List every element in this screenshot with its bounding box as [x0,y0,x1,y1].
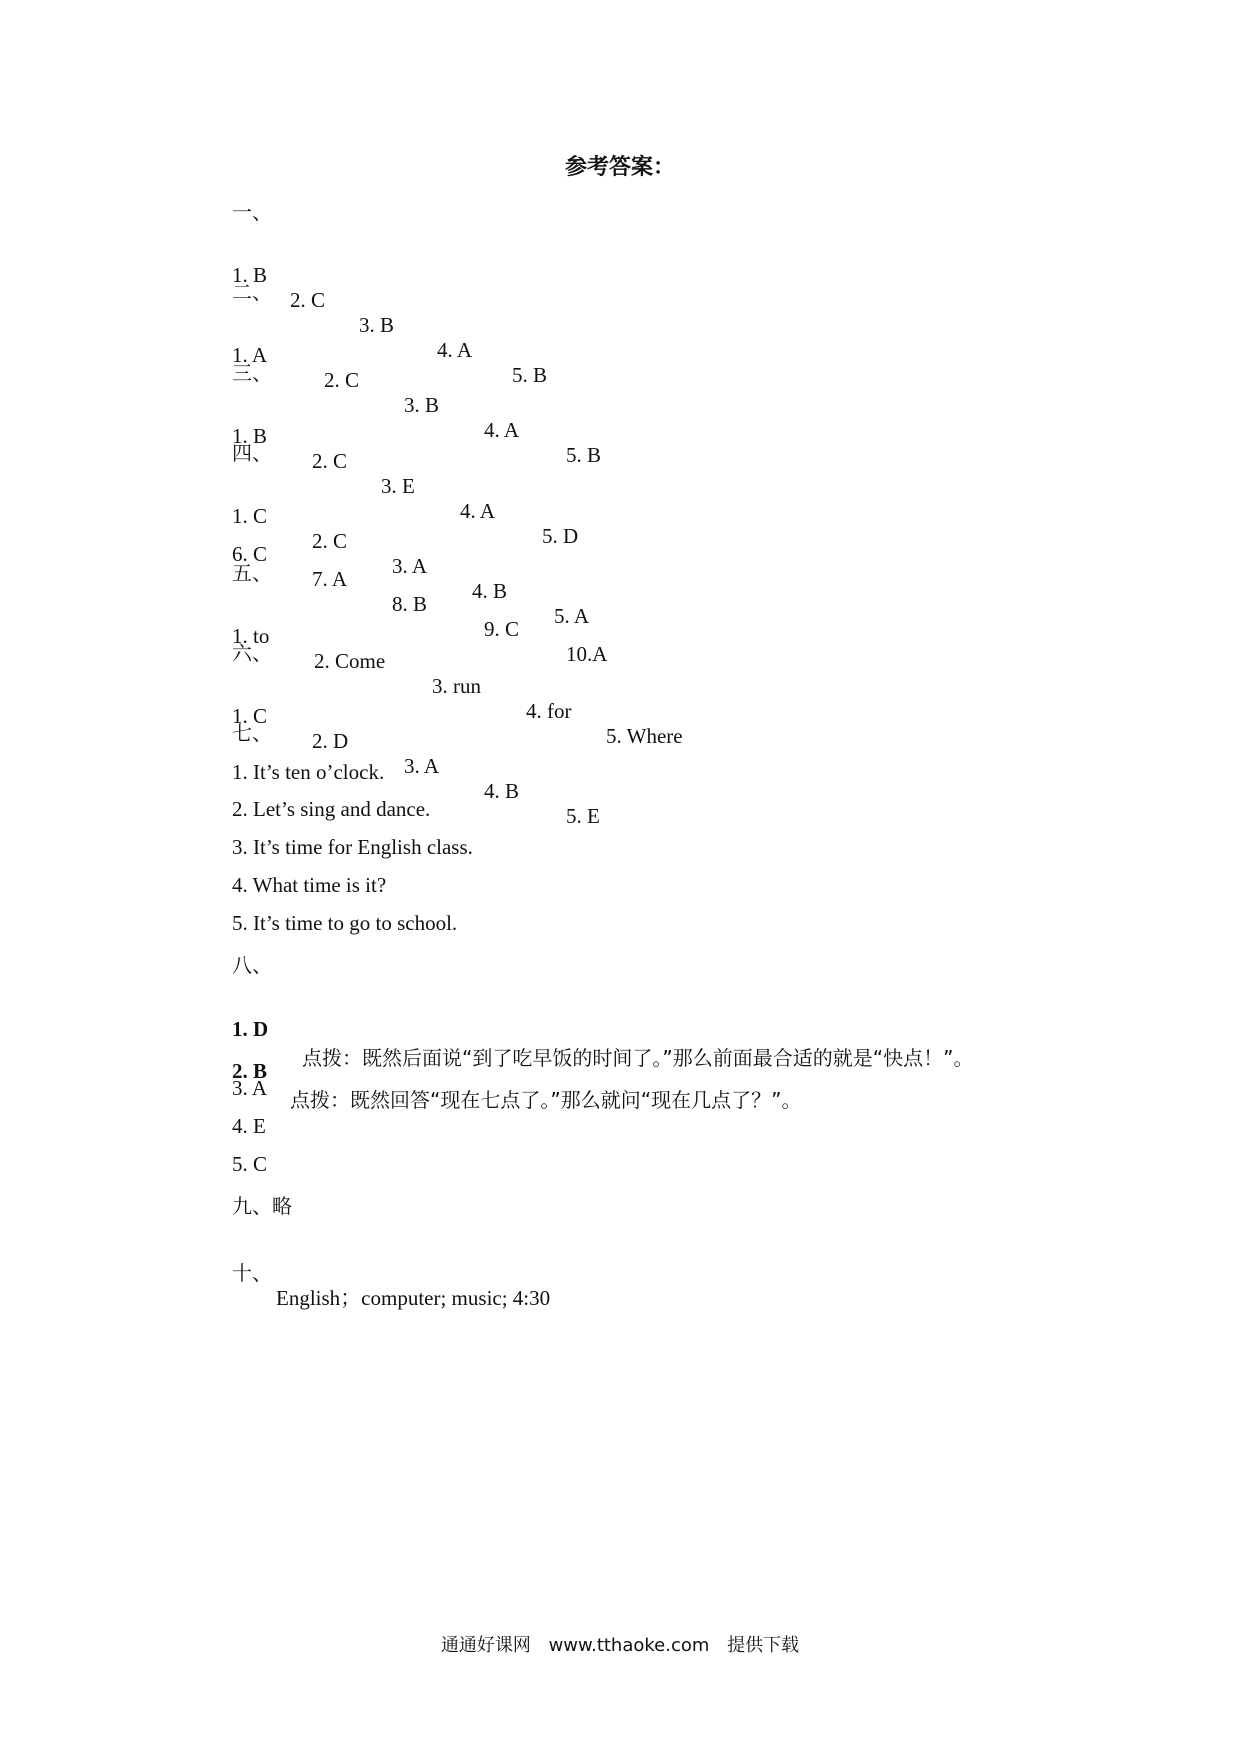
section-10-heading: 十、 [232,1261,272,1285]
answer-item: 5. B [566,443,602,467]
section-6-heading: 六、 [232,641,272,665]
answer-item: 2. C [324,368,360,392]
answer-item: 7. A [312,567,348,591]
answer-item: 4. A [460,499,496,523]
section-9-line: 九、略 [232,1194,292,1218]
answer-item: 6. C [232,542,268,566]
answer-item: 4. for [526,699,572,723]
answer-item: 2. C [312,529,348,553]
page-title: 参考答案： [564,155,675,180]
answer-item: 3. E [381,474,415,498]
footer-site-name: 通通好课网 [440,1635,531,1656]
answer-item: 2. Come [314,649,386,673]
answer-item: 1. to [232,624,270,648]
answer-item: 2. B [232,1059,268,1083]
section-10-answers: English；computer; music; 4:30 [276,1286,551,1310]
section-2-heading: 二、 [232,280,272,304]
footer-suffix: 提供下载 [727,1635,800,1656]
answer-item: 1. D [232,1017,269,1041]
answer-item: 5. Where [606,724,683,748]
section-1-heading: 一、 [232,200,272,224]
answer-item: 5. C [232,1152,268,1176]
answer-item: 3. A [232,1076,268,1100]
answer-item: 3. A [392,554,428,578]
answer-item: 10.A [566,642,608,666]
footer-url: www.tthaoke.com [548,1635,710,1656]
answer-item: 3. A [404,754,440,778]
sentence-line: 5. It’s time to go to school. [232,911,458,935]
answer-item: 8. B [392,592,428,616]
answer-item: 4. B [472,579,508,603]
page-footer [0,1631,1240,1657]
answer-item: 2. D [312,729,349,753]
answer-item: 5. B [512,363,548,387]
answer-item: 1. C [232,704,268,728]
section-8-heading: 八、 [232,953,272,977]
answer-item: 1. B [232,263,268,287]
answer-note: 点拨：既然回答“现在七点了。”那么就问“现在几点了？”。 [290,1088,802,1112]
sentence-line: 1. It’s ten o’clock. [232,760,385,784]
answer-item: 5. D [542,524,579,548]
sentence-line: 3. It’s time for English class. [232,835,473,859]
answer-item: 1. C [232,504,268,528]
answer-item: 4. A [484,418,520,442]
answer-item: 5. A [554,604,590,628]
section-5-heading: 五、 [232,561,272,585]
answer-item: 2. C [290,288,326,312]
answer-item: 1. A [232,343,268,367]
answer-item: 3. B [404,393,440,417]
answer-item: 4. B [484,779,520,803]
answer-item: 1. B [232,424,268,448]
section-10-line [232,1232,551,1332]
sentence-line: 4. What time is it? [232,873,387,897]
section-4-heading: 四、 [232,441,272,465]
answer-item: 2. C [312,449,348,473]
answer-item: 3. B [359,313,395,337]
section-3-heading: 三、 [232,361,272,385]
answer-note: 点拨：既然后面说“到了吃早饭的时间了。”那么前面最合适的就是“快点！”。 [302,1046,974,1070]
answer-item: 4. E [232,1114,266,1138]
sentence-line: 2. Let’s sing and dance. [232,797,431,821]
answer-item: 4. A [437,338,473,362]
section-7-heading: 七、 [232,721,272,745]
answer-item: 3. run [432,674,481,698]
answer-item: 9. C [484,617,520,641]
answer-item: 5. E [566,804,600,828]
